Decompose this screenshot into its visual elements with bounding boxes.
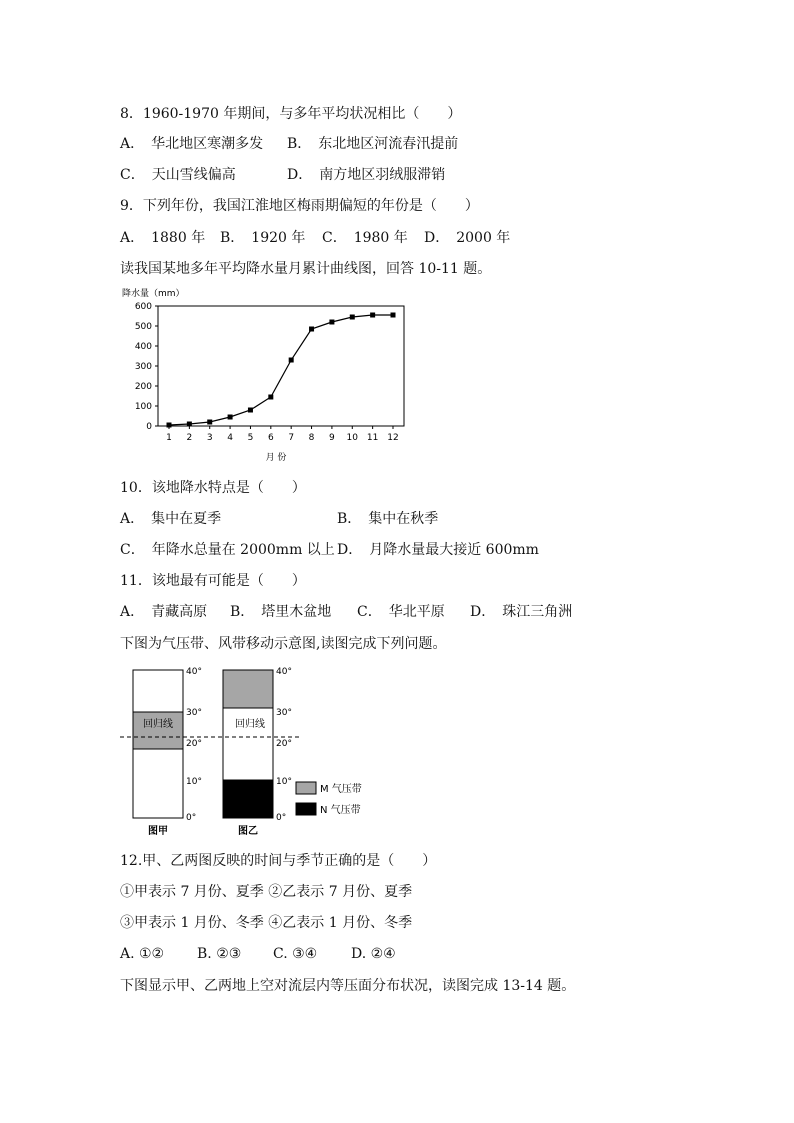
q10-option-b: B． 集中在秋季 xyxy=(337,511,439,527)
plot-frame xyxy=(158,306,404,426)
y-tick-label: 400 xyxy=(134,342,152,352)
data-point xyxy=(309,327,314,332)
q8-option-c: C． 天山雪线偏高 xyxy=(120,167,236,183)
data-point xyxy=(391,313,396,318)
x-tick-label: 6 xyxy=(267,433,274,443)
jia-tropic-label: 回归线 xyxy=(143,719,173,730)
caption-jia: 图甲 xyxy=(148,826,168,837)
legend-m-label: M 气压带 xyxy=(320,784,362,795)
chart-xlabel: 月 份 xyxy=(265,453,287,463)
q12-option-b: B. ②③ xyxy=(197,946,242,962)
yi-lat-30: 30° xyxy=(276,708,292,718)
x-tick-label: 4 xyxy=(227,433,233,443)
jia-lat-30: 30° xyxy=(186,708,202,718)
yi-lat-10: 10° xyxy=(276,777,292,787)
y-tick-label: 0 xyxy=(146,422,152,432)
q10-option-c: C． 年降水总量在 2000mm 以上 xyxy=(120,542,335,558)
x-tick-label: 3 xyxy=(206,433,213,443)
yi-lat-40: 40° xyxy=(276,667,292,677)
q12-option-a: A. ①② xyxy=(120,946,165,962)
x-tick-label: 8 xyxy=(308,433,315,443)
q12-line1: ①甲表示 7 月份、夏季 ②乙表示 7 月份、夏季 xyxy=(120,884,413,900)
yi-lat-20: 20° xyxy=(276,739,292,749)
x-tick-label: 2 xyxy=(186,433,193,443)
q10-option-a: A． 集中在夏季 xyxy=(120,511,222,527)
y-tick-label: 600 xyxy=(134,302,152,312)
series-line xyxy=(169,315,393,425)
q10-stem: 10．该地降水特点是（ ） xyxy=(120,480,306,496)
x-tick-label: 5 xyxy=(247,433,254,443)
q8-option-b: B． 东北地区河流春汛提前 xyxy=(287,136,459,152)
data-point xyxy=(187,422,192,427)
caption-yi: 图乙 xyxy=(238,826,258,837)
jia-m-belt xyxy=(133,712,183,749)
q12-line2: ③甲表示 1 月份、冬季 ④乙表示 1 月份、冬季 xyxy=(120,915,413,931)
yi-n-belt xyxy=(223,780,273,818)
q12-option-d: D. ②④ xyxy=(351,946,396,962)
data-point xyxy=(268,395,273,400)
data-point xyxy=(248,408,253,413)
q9-stem: 9．下列年份，我国江淮地区梅雨期偏短的年份是（ ） xyxy=(120,198,479,214)
x-tick-label: 1 xyxy=(166,433,172,443)
intro-13-14: 下图显示甲、乙两地上空对流层内等压面分布状况，读图完成 13-14 题。 xyxy=(120,978,576,994)
q11-option-c: C． 华北平原 xyxy=(357,604,445,620)
y-tick-label: 300 xyxy=(134,362,152,372)
q12-option-c: C. ③④ xyxy=(273,946,318,962)
data-point xyxy=(289,358,294,363)
x-tick-label: 11 xyxy=(366,433,379,443)
q10-option-d: D． 月降水量最大接近 600mm xyxy=(337,542,539,558)
data-point xyxy=(228,415,233,420)
yi-tropic-label: 回归线 xyxy=(235,719,265,730)
legend-n-swatch xyxy=(296,803,316,815)
q11-stem: 11．该地最有可能是（ ） xyxy=(120,573,306,589)
y-tick-label: 500 xyxy=(134,322,152,332)
y-tick-label: 200 xyxy=(134,382,152,392)
q8-stem: 8．1960-1970 年期间，与多年平均状况相比（ ） xyxy=(120,106,462,122)
x-tick-label: 10 xyxy=(346,433,358,443)
data-point xyxy=(207,420,212,425)
precipitation-chart xyxy=(118,284,418,469)
q9-option-c: C． 1980 年 xyxy=(322,230,408,246)
intro-10-11: 读我国某地多年平均降水量月累计曲线图，回答 10-11 题。 xyxy=(120,261,492,277)
pressure-belt-figure xyxy=(116,660,376,840)
q12-stem: 12.甲、乙两图反映的时间与季节正确的是（ ） xyxy=(120,853,437,869)
q8-option-d: D． 南方地区羽绒服滞销 xyxy=(287,167,446,183)
chart-ylabel: 降水量（mm） xyxy=(122,289,185,299)
jia-lat-10: 10° xyxy=(186,777,202,787)
legend-n-label: N 气压带 xyxy=(320,805,361,816)
q9-option-b: B． 1920 年 xyxy=(220,230,306,246)
x-tick-label: 9 xyxy=(329,433,335,443)
yi-lat-0: 0° xyxy=(276,813,287,823)
jia-lat-40: 40° xyxy=(186,667,202,677)
legend-m-swatch xyxy=(296,782,316,794)
q8-option-a: A． 华北地区寒潮多发 xyxy=(120,136,264,152)
data-point xyxy=(167,423,172,428)
y-tick-label: 100 xyxy=(134,402,152,412)
jia-lat-0: 0° xyxy=(186,813,197,823)
q9-option-d: D． 2000 年 xyxy=(424,230,511,246)
data-point xyxy=(370,313,375,318)
q11-option-b: B． 塔里木盆地 xyxy=(230,604,332,620)
x-tick-label: 7 xyxy=(288,433,295,443)
q11-option-d: D． 珠江三角洲 xyxy=(470,604,573,620)
x-tick-label: 12 xyxy=(387,433,399,443)
data-point xyxy=(350,315,355,320)
jia-lat-20: 20° xyxy=(186,739,202,749)
yi-m-belt xyxy=(223,670,273,708)
data-point xyxy=(329,320,334,325)
q9-option-a: A． 1880 年 xyxy=(120,230,206,246)
q11-option-a: A． 青藏高原 xyxy=(120,604,208,620)
intro-12: 下图为气压带、风带移动示意图,读图完成下列问题。 xyxy=(120,636,447,652)
